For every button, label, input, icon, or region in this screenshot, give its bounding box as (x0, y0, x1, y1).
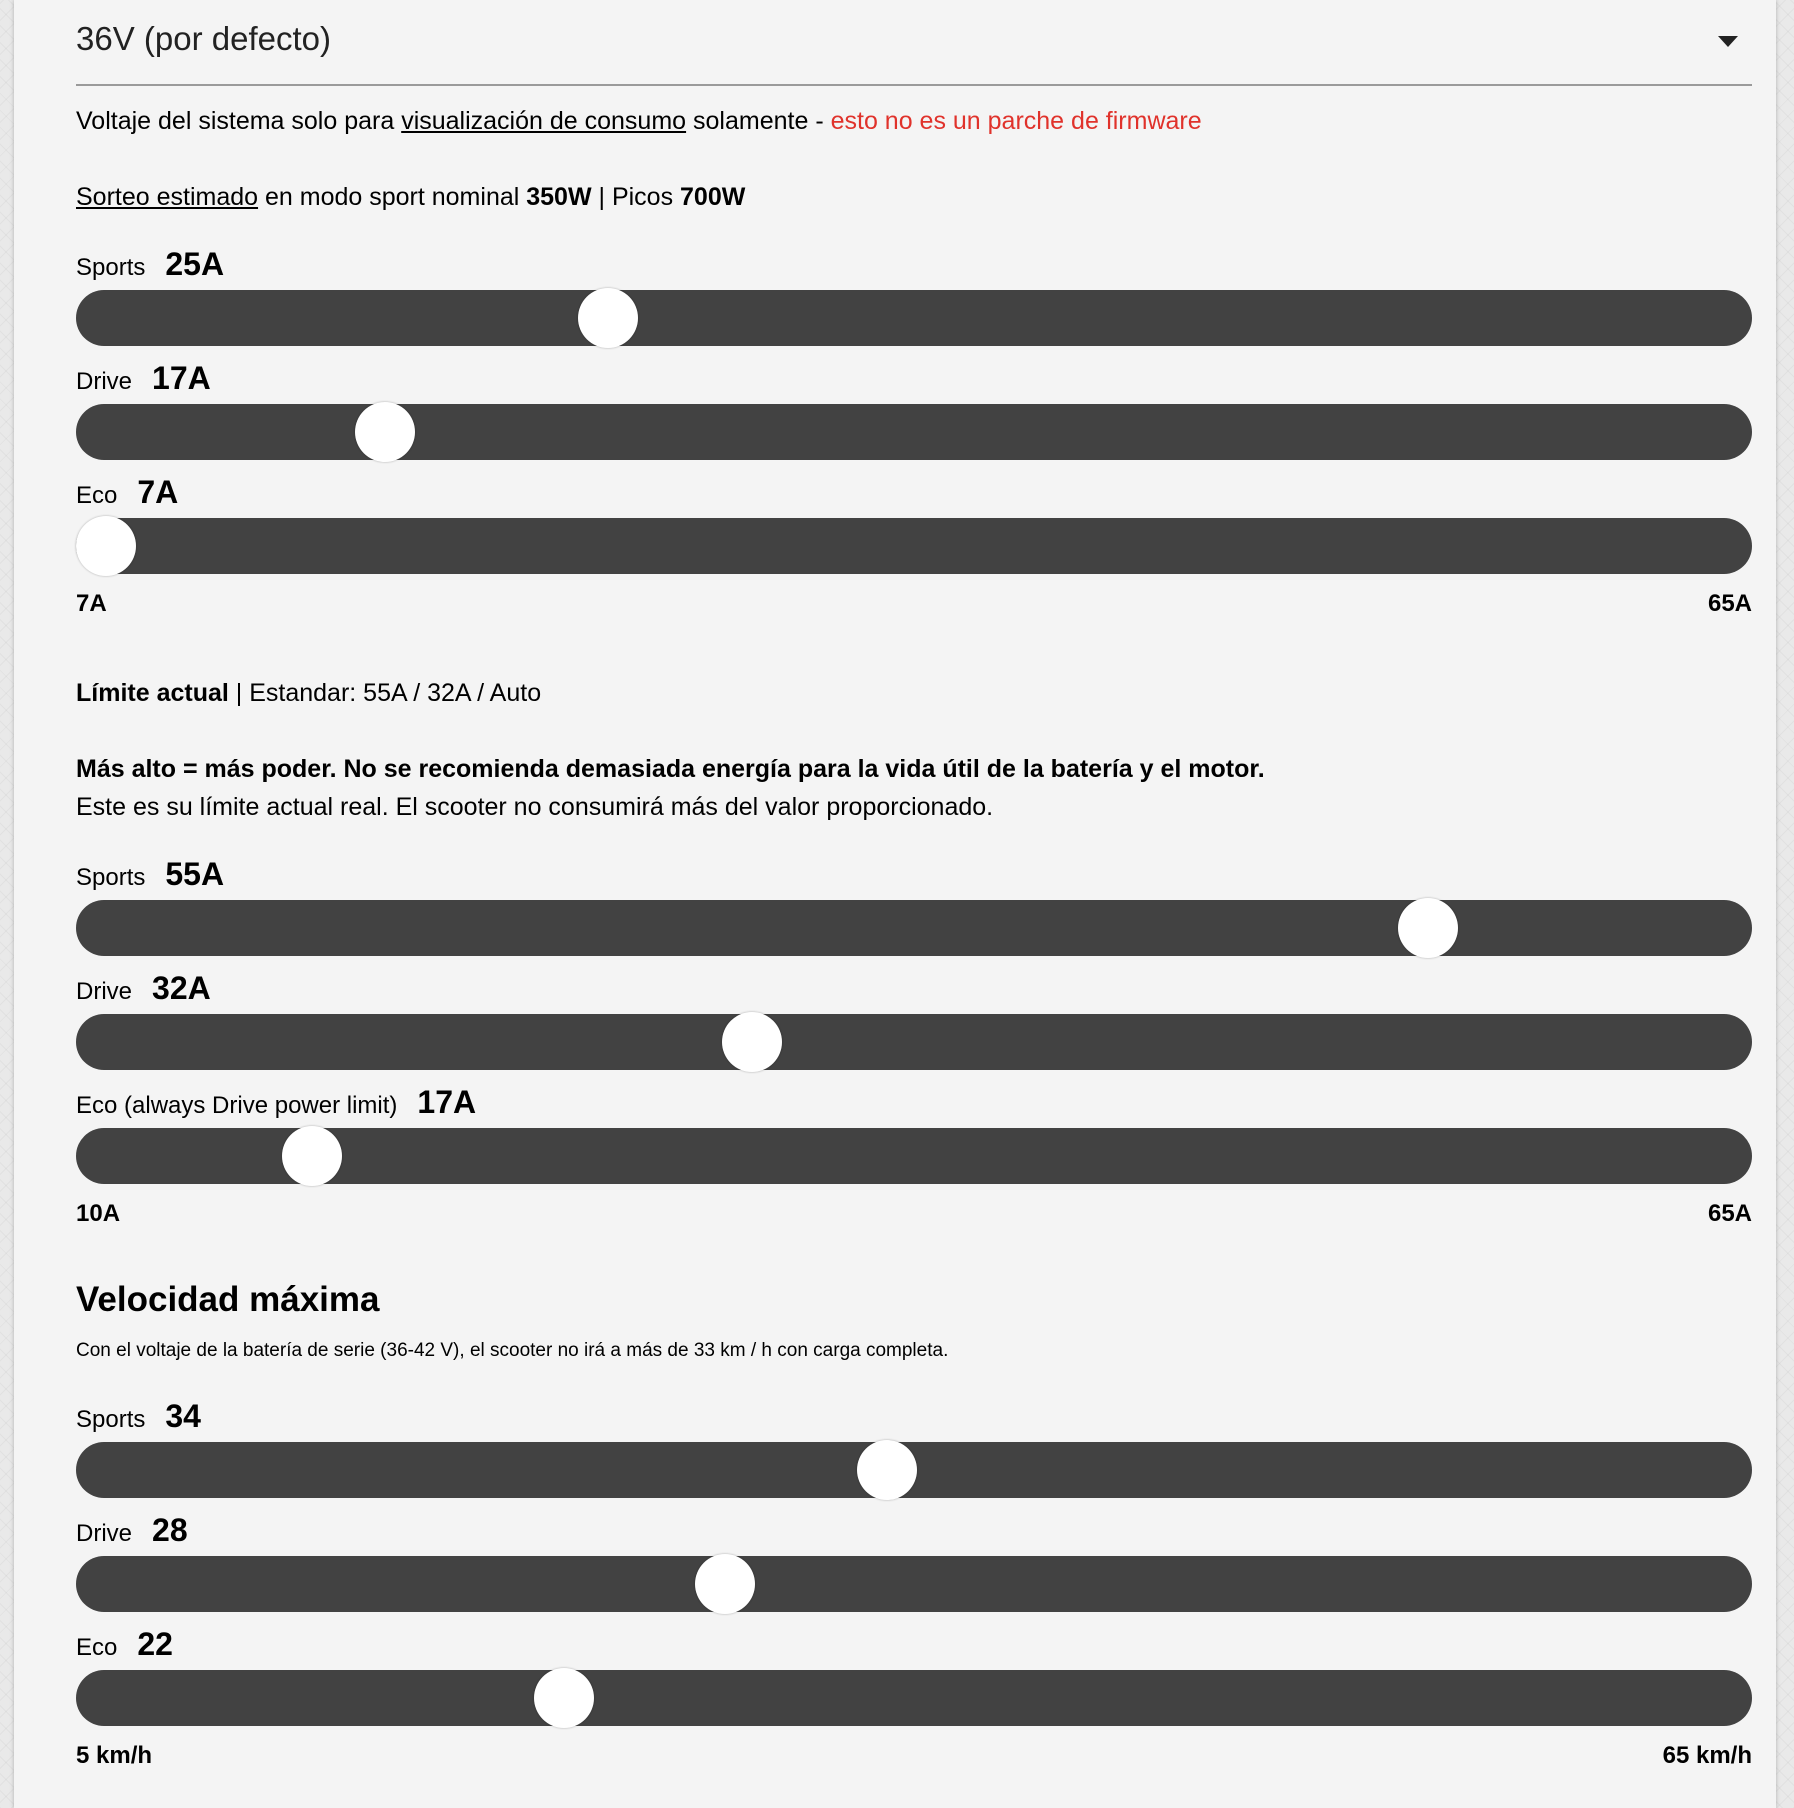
draw-min-label: 7A (76, 590, 107, 617)
current-limit-standard: | Estandar: 55A / 32A / Auto (228, 679, 542, 707)
limit-eco-label (76, 1084, 476, 1121)
voltage-note-middle: solamente - (686, 107, 831, 135)
slider-name: Eco (76, 482, 118, 509)
speed-drive-label (76, 1512, 188, 1549)
slider-thumb[interactable] (534, 1668, 594, 1728)
speed-max-label: 65 km/h (1662, 1742, 1752, 1769)
slider-value: 17A (152, 360, 211, 396)
limit-sports-slider[interactable] (76, 900, 1752, 956)
current-limit-title: Límite actual (76, 679, 229, 707)
speed-drive-slider[interactable] (76, 1556, 1752, 1612)
slider-name: Sports (76, 254, 146, 281)
draw-drive-label (76, 360, 211, 397)
slider-value: 17A (417, 1084, 477, 1120)
draw-sports-slider[interactable] (76, 290, 1752, 346)
voltage-note (76, 106, 1202, 136)
draw-max-label: 65A (1707, 590, 1752, 617)
limit-drive-slider[interactable] (76, 1014, 1752, 1070)
voltage-note-prefix: Voltaje del sistema solo para (76, 107, 402, 135)
current-limit-warning: Más alto = más poder. No se recomienda demasiada energía para la vida útil de la batería y el motor. (76, 755, 1265, 783)
max-speed-note: Con el voltaje de la batería de serie (36-42 V), el scooter no irá a más de 33 km / h con carga completa. (76, 1340, 949, 1361)
voltage-select-value: 36V (por defecto) (76, 20, 331, 57)
draw-eco-slider[interactable] (76, 518, 1752, 574)
slider-value: 55A (165, 856, 225, 892)
limit-eco-slider[interactable] (76, 1128, 1752, 1184)
peak-separator: | Picos (591, 183, 681, 211)
draw-eco-label (76, 474, 178, 511)
speed-sports-slider[interactable] (76, 1442, 1752, 1498)
speed-sports-label (76, 1398, 201, 1435)
speed-eco-slider[interactable] (76, 1670, 1752, 1726)
firmware-warning: esto no es un parche de firmware (830, 107, 1202, 135)
slider-thumb[interactable] (578, 288, 638, 348)
slider-thumb[interactable] (722, 1012, 782, 1072)
nominal-power: 350W (526, 183, 592, 211)
chevron-down-icon[interactable] (1718, 36, 1738, 47)
slider-name: Drive (76, 368, 133, 395)
current-limit-description: Este es su límite actual real. El scooter no consumirá más del valor proporcionado. (76, 793, 994, 821)
current-limit-line (76, 678, 541, 708)
draw-sports-label (76, 246, 224, 283)
limit-min-label: 10A (76, 1200, 121, 1227)
slider-value: 22 (137, 1626, 173, 1662)
draw-drive-slider[interactable] (76, 404, 1752, 460)
slider-thumb[interactable] (1398, 898, 1458, 958)
slider-thumb[interactable] (695, 1554, 755, 1614)
limit-max-label: 65A (1707, 1200, 1752, 1227)
slider-name: Sports (76, 1406, 146, 1433)
slider-thumb[interactable] (76, 516, 136, 576)
consumption-display-link[interactable]: visualización de consumo (401, 107, 687, 135)
slider-value: 34 (165, 1398, 201, 1434)
estimated-draw-line (76, 182, 745, 212)
slider-thumb[interactable] (355, 402, 415, 462)
slider-name: Drive (76, 1520, 133, 1547)
max-speed-title: Velocidad máxima (76, 1280, 380, 1319)
slider-value: 25A (165, 246, 225, 282)
voltage-select[interactable] (76, 0, 1752, 86)
estimated-draw-link[interactable]: Sorteo estimado (76, 183, 259, 211)
settings-content (76, 0, 1752, 1808)
peak-power: 700W (680, 183, 746, 211)
slider-name: Eco (always Drive power limit) (76, 1092, 398, 1119)
slider-thumb[interactable] (282, 1126, 342, 1186)
speed-eco-label (76, 1626, 173, 1663)
settings-panel (14, 0, 1776, 1808)
slider-name: Sports (76, 864, 146, 891)
slider-name: Drive (76, 978, 133, 1005)
limit-drive-label (76, 970, 211, 1007)
slider-name: Eco (76, 1634, 118, 1661)
limit-sports-label (76, 856, 224, 893)
speed-min-label: 5 km/h (76, 1742, 153, 1769)
estimated-draw-text: en modo sport nominal (258, 183, 527, 211)
slider-value: 7A (137, 474, 179, 510)
slider-value: 28 (152, 1512, 188, 1548)
slider-value: 32A (152, 970, 211, 1006)
slider-thumb[interactable] (857, 1440, 917, 1500)
